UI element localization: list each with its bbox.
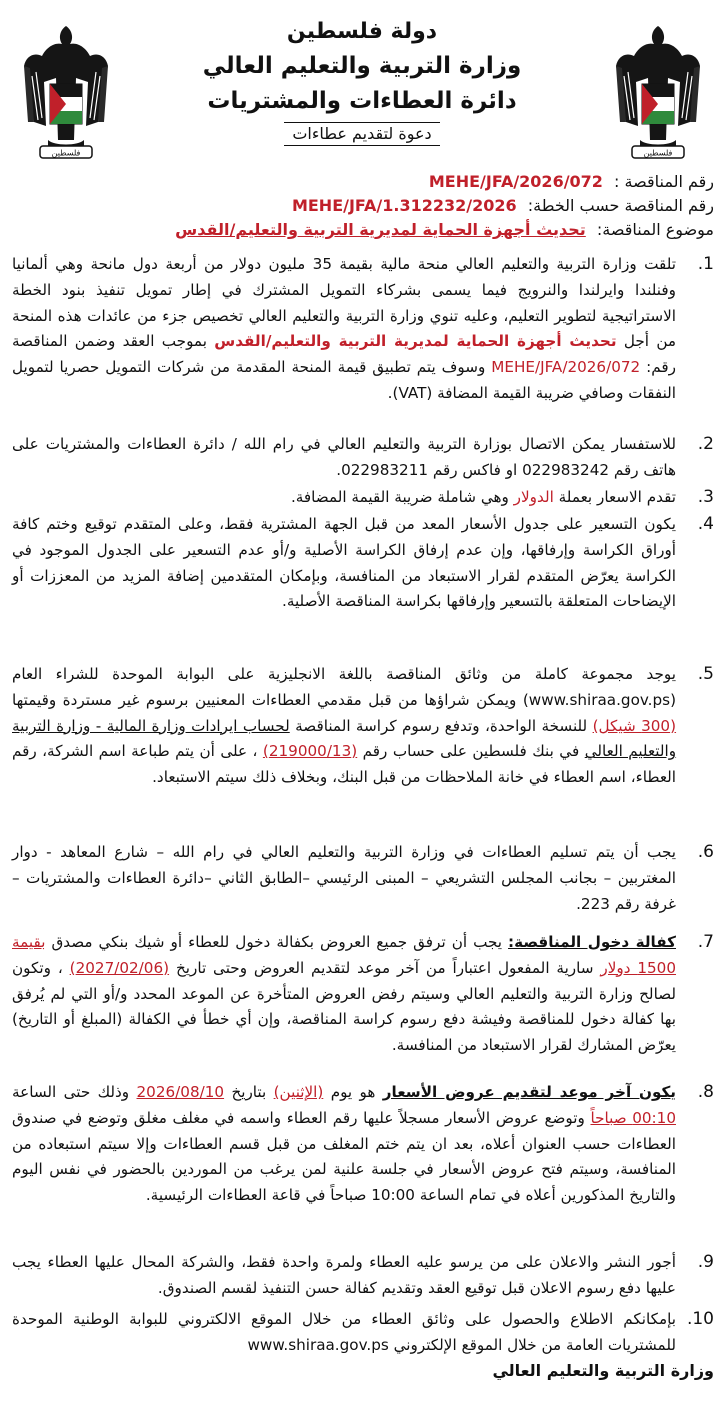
highlighted-day: (الإثنين): [273, 1083, 324, 1101]
tender-number-label: رقم المناقصة :: [614, 172, 714, 191]
item-text: [12, 485, 676, 511]
item-text: [12, 1080, 676, 1209]
svg-text:فلسطين: فلسطين: [643, 148, 673, 158]
list-item: [12, 840, 714, 930]
signature: وزارة التربية والتعليم العالي: [492, 1361, 714, 1380]
highlighted-bond-date: (2027/02/06): [69, 958, 170, 977]
tender-subject-line: [10, 218, 714, 242]
item-text-part: تلقت وزارة التربية والتعليم العالي منحة مالية بقيمة 35 مليون دولار من أربعة دول مانحة وهي ألمانيا وفنلندا وايرلندا والنرويج فيما يسمى بشركاء التمويل المشترك في إطار تمويل تنفيذ بنود الخطة الاستراتيجية لتطوير التعليم، وعليه تنوي وزارة التربية والتعليم العالي تخصيص جزء من عائدات هذه المنحة من أجل: [12, 255, 677, 351]
item-text-part: بموجب العقد وضمن المناقصة رقم:: [12, 332, 676, 377]
item-text-part: سارية المفعول اعتباراً من آخر موعد لتقديم العروض وحتى تاريخ: [175, 958, 594, 977]
list-item: [12, 432, 714, 485]
svg-text:فلسطين: فلسطين: [51, 148, 81, 158]
item-text-part: في بنك فلسطين على حساب رقم: [362, 742, 580, 761]
ministry-name: وزارة التربية والتعليم العالي: [202, 53, 522, 79]
list-item: [12, 1307, 714, 1359]
palestine-eagle-emblem-icon: [612, 22, 704, 162]
item-text-part: وهي شاملة ضريبة القيمة المضافة.: [290, 488, 509, 506]
bid-bond-label: كفالة دخول المناقصة:: [508, 933, 676, 951]
item-number: 7.: [697, 932, 714, 952]
list-item: [12, 252, 714, 432]
tender-metadata: [10, 170, 714, 242]
item-number: 10.: [686, 1309, 714, 1329]
deadline-label: يكون آخر موعد لتقديم عروض الأسعار: [382, 1083, 676, 1101]
item-number: 1.: [697, 254, 714, 274]
highlighted-deadline-date: 2026/08/10: [136, 1083, 225, 1101]
item-text: أجور النشر والاعلان على من يرسو عليه العطاء ولمرة واحدة فقط، والشركة المحال عليها العطاء يجب عليها دفع رسوم الاعلان قبل توقيع العقد وتقديم كفالة حسن التنفيذ لقسم الصندوق.: [12, 1253, 676, 1297]
tender-subject-value: تحديث أجهزة الحماية لمديرية التربية والتعليم/القدس: [175, 220, 586, 239]
highlighted-deadline-time: 00:10 صباحاً: [590, 1108, 676, 1127]
highlighted-currency: الدولار: [513, 488, 554, 506]
invitation-heading: دعوة لتقديم عطاءات: [284, 122, 439, 146]
item-number: 4.: [697, 514, 714, 534]
item-text-part: وسوف يتم تطبيق قيمة المنحة المقدمة من شركات التمويل حصريا لتمويل النفقات وصافي ضريبة القيمة المضافة (VAT).: [12, 358, 676, 402]
tender-number-line: [10, 170, 714, 194]
item-text: للاستفسار يمكن الاتصال بوزارة التربية والتعليم العالي في رام الله / دائرة العطاءات والمشتريات على هاتف رقم 022983242 او فاكس رقم 022983211.: [12, 435, 676, 479]
item-text-part: يجب أن ترفق جميع العروض بكفالة دخول للعطاء أو شيك بنكي مصدق: [51, 933, 503, 951]
item-text-part: وذلك حتى الساعة: [12, 1083, 130, 1101]
list-item: [12, 485, 714, 512]
item-text: [12, 662, 676, 791]
item-number: 6.: [697, 842, 714, 862]
highlighted-fee: (300 شيكل): [592, 716, 677, 735]
highlighted-account: لحساب ايرادات وزارة المالية - وزارة التربية والتعليم العالي: [12, 716, 677, 761]
highlighted-subject: تحديث أجهزة الحماية لمديرية التربية والتعليم/القدس: [214, 332, 617, 351]
state-name: دولة فلسطين: [286, 19, 438, 44]
item-text-part: للنسخة الواحدة، وتدفع رسوم كراسة المناقصة: [295, 716, 588, 735]
highlighted-tender-number: MEHE/JFA/2026/072: [491, 358, 641, 377]
list-item: [12, 1250, 714, 1307]
tender-number-value: MEHE/JFA/2026/072: [428, 172, 603, 191]
item-number: 2.: [697, 434, 714, 454]
item-text: يكون التسعير على جدول الأسعار المعد من قبل الجهة المشترية فقط، وعلى المتقدم توقيع وختم كافة أوراق الكراسة وإرفاقها، وإن عدم إرفاق الكراسة الأصلية و/أو عدم التسعير على الجدول الموجود في الكراسة يعرّض المتقدم لقرار الاستبعاد من المنافسة، وبإمكان المتقدمين إضافة المزيد من المعززات أو الإيضاحات المتعلقة بالتسعير وإرفاقها بكراسة المناقصة الأصلية.: [12, 515, 676, 611]
item-text: بإمكانكم الاطلاع والحصول على وثائق العطاء من خلال الموقع الالكتروني للبوابة الوطنية الموحدة للمشتريات العامة من خلال الموقع الإلكتروني www.shiraa.gov.ps: [12, 1310, 676, 1354]
list-item: [12, 1080, 714, 1250]
plan-number-label: رقم المناقصة حسب الخطة:: [527, 196, 714, 215]
item-text-part: يوجد مجموعة كاملة من وثائق المناقصة باللغة الانجليزية على البوابة الموحدة للشراء العام (www.shiraa.gov.ps) ويمكن شراؤها من قبل مقدمي العطاءات المعنيين برسوم غير مستردة وقيمتها: [12, 665, 676, 709]
letterhead-titles: [160, 16, 564, 146]
item-number: 9.: [697, 1252, 714, 1272]
item-text-part: بتاريخ: [231, 1083, 267, 1101]
palestine-eagle-emblem-icon: [20, 22, 112, 162]
item-text: يجب أن يتم تسليم العطاءات في وزارة التربية والتعليم العالي في رام الله – شارع المعاهد - دوار المغتربين – بجانب المجلس التشريعي – المبنى الرئيسي –الطابق الثاني –دائرة العطاءات والمشتريات – غرفة رقم 223.: [12, 843, 676, 913]
plan-number-line: [10, 194, 714, 218]
item-number: 3.: [697, 487, 714, 507]
letterhead: [10, 0, 714, 170]
item-text-part: هو يوم: [330, 1083, 376, 1101]
list-item: [12, 662, 714, 840]
item-number: 8.: [697, 1082, 714, 1102]
list-item: [12, 512, 714, 662]
department-name: دائرة العطاءات والمشتريات: [207, 88, 517, 114]
item-number: 5.: [697, 664, 714, 684]
item-text: [12, 252, 676, 407]
item-text: [12, 930, 676, 1059]
highlighted-account-number: (219000/13): [262, 742, 358, 761]
plan-number-value: MEHE/JFA/1.312232/2026: [291, 196, 517, 215]
item-text-part: وتوضع عروض الأسعار مسجلاً عليها رقم العطاء واسمه في مغلف مغلق وتوضع في صندوق العطاءات حسب العنوان أعلاه، بعد ان يتم ختم المغلف من قبل قسم العطاءات وإلا سيتم استبعاده من المنافسة، وسيتم فتح عروض الأسعار في جلسة علنية لمن يرغب من الموردين بالحضور في نفس اليوم والتاريخ المذكورين أعلاه في تمام الساعة 10:00 صباحاً في قاعة العطاءات الرئيسية.: [12, 1108, 676, 1205]
highlighted-bond-amount: بقيمة 1500 دولار: [12, 933, 677, 977]
tender-conditions-list: [12, 252, 714, 1359]
item-text-part: تقدم الاسعار بعملة: [558, 488, 676, 506]
tender-subject-label: موضوع المناقصة:: [596, 220, 714, 239]
item-text-part: ، وتكون لصالح وزارة التربية والتعليم العالي وسيتم رفض العروض المتأخرة عن الموعد المحدد و/أو التي لم يُرفق بها كفالة دخول للمناقصة وفيشة دفع رسوم كراسة المناقصة، وإن أي خطأ في الكفالة (المبلغ أو التاريخ) يعرّض المشارك لقرار الاستبعاد من المنافسة.: [12, 958, 676, 1055]
item-text-part: ، على أن يتم طباعة اسم الشركة، رقم العطاء، اسم العطاء في خانة الملاحظات من قبل البنك، وبخلاف ذلك سيتم الاستبعاد.: [12, 742, 676, 787]
list-item: [12, 930, 714, 1080]
